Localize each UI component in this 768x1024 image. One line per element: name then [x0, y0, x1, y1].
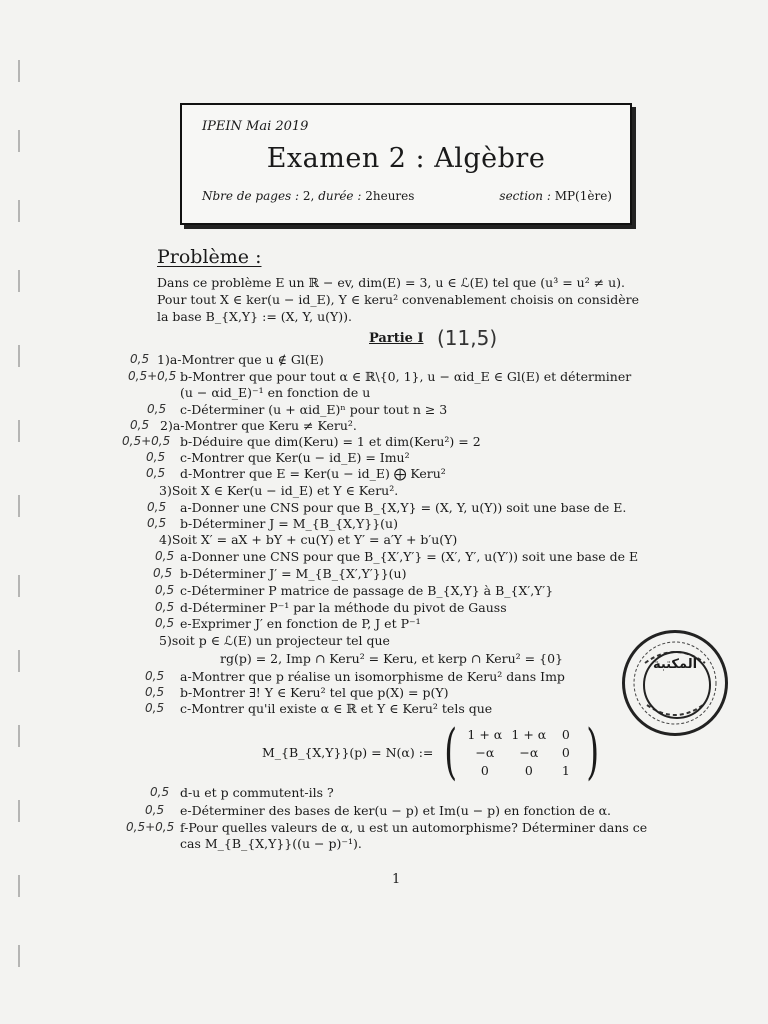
question-line: e-Exprimer J′ en fonction de P, J et P⁻¹ — [180, 616, 421, 631]
question-line: rg(p) = 2, Imp ∩ Keru² = Keru, et kerp ∩ Keru² = {0} — [220, 651, 563, 666]
matrix-cell: 0 — [561, 744, 570, 760]
scan-edge-mark — [18, 495, 20, 517]
handwritten-mark: 0,5+0,5 — [128, 369, 177, 383]
question-line: (u − αid_E)⁻¹ en fonction de u — [180, 385, 371, 400]
question-line: a-Montrer que p réalise un isomorphisme de Keru² dans Imp — [180, 669, 565, 684]
question-line: c-Montrer qu'il existe α ∈ ℝ et Y ∈ Keru² tels que — [180, 701, 493, 716]
handwritten-mark: 0,5 — [155, 549, 175, 563]
section-info — [499, 189, 612, 203]
scan-edge-mark — [18, 420, 20, 442]
handwritten-mark: 0,5 — [155, 616, 175, 630]
question-line: f-Pour quelles valeurs de α, u est un automorphisme? Déterminer dans ce — [180, 820, 648, 835]
question-line: d-Déterminer P⁻¹ par la méthode du pivot de Gauss — [180, 600, 507, 615]
question-line: c-Déterminer P matrice de passage de B_{X,Y} à B_{X′,Y′} — [180, 583, 554, 598]
scan-edge-mark — [18, 200, 20, 222]
scan-edge-mark — [18, 345, 20, 367]
right-paren-icon: ) — [586, 717, 599, 787]
question-line: c-Déterminer (u + αid_E)ⁿ pour tout n ≥ 3 — [180, 402, 448, 417]
section-value: MP(1ère) — [554, 189, 612, 203]
pages-duration — [202, 189, 414, 203]
problem-title: Problème : — [157, 246, 262, 268]
handwritten-mark: 0,5 — [146, 466, 166, 480]
question-line: 5)soit p ∈ ℒ(E) un projecteur tel que — [159, 633, 390, 648]
question-line: b-Déterminer J′ = M_{B_{X′,Y′}}(u) — [180, 566, 407, 581]
question-line: e-Déterminer des bases de ker(u − p) et Im(u − p) en fonction de α. — [180, 803, 612, 818]
scan-edge-mark — [18, 60, 20, 82]
handwritten-mark: 0,5+0,5 — [126, 820, 175, 834]
handwritten-mark: 0,5 — [145, 685, 165, 699]
matrix-cell: 0 — [480, 762, 489, 778]
handwritten-mark: 0,5 — [145, 669, 165, 683]
scan-edge-mark — [18, 270, 20, 292]
duration-value: 2heures — [365, 189, 415, 203]
question-line: b-Montrer que pour tout α ∈ ℝ\{0, 1}, u − αid_E ∈ Gl(E) et déterminer — [180, 369, 632, 384]
partie-heading: Partie I — [369, 331, 424, 346]
handwritten-mark: 0,5 — [150, 785, 170, 799]
scan-edge-mark — [18, 800, 20, 822]
scan-edge-mark — [18, 130, 20, 152]
handwritten-mark: 0,5 — [146, 450, 166, 464]
left-paren-icon: ( — [444, 717, 458, 787]
intro-line: Pour tout X ∈ ker(u − id_E), Y ∈ keru² convenablement choisis on considère — [157, 292, 639, 307]
matrix-N — [439, 717, 604, 787]
matrix-cell: 1 + α — [467, 726, 503, 742]
matrix-grid — [463, 727, 581, 778]
stamp-center-text: المكتبة — [652, 657, 698, 672]
pages-label: Nbre de pages : — [202, 189, 300, 203]
matrix-cell: 1 — [561, 762, 570, 778]
question-line: b-Montrer ∃! Y ∈ Keru² tel que p(X) = p(Y) — [180, 685, 449, 700]
handwritten-mark: 0,5 — [155, 583, 175, 597]
handwritten-mark: 0,5 — [130, 418, 150, 432]
question-line: 1)a-Montrer que u ∉ Gl(E) — [157, 352, 324, 367]
handwritten-mark: 0,5 — [130, 352, 150, 366]
matrix-cell: −α — [519, 744, 539, 760]
question-line: 3)Soit X ∈ Ker(u − id_E) et Y ∈ Keru². — [159, 483, 399, 498]
matrix-definition — [262, 717, 604, 787]
handwritten-mark: 0,5+0,5 — [122, 434, 171, 448]
handwritten-mark: 0,5 — [147, 516, 167, 530]
question-line: d-u et p commutent-ils ? — [180, 785, 334, 800]
matrix-cell: 0 — [524, 762, 533, 778]
scan-edge-mark — [18, 575, 20, 597]
intro-line: la base B_{X,Y} := (X, Y, u(Y)). — [157, 309, 352, 324]
question-line: 2)a-Montrer que Keru ≠ Keru². — [160, 418, 357, 433]
handwritten-mark: 0,5 — [155, 600, 175, 614]
question-line: b-Déterminer J = M_{B_{X,Y}}(u) — [180, 516, 398, 531]
handwritten-mark: 0,5 — [147, 500, 167, 514]
question-line: a-Donner une CNS pour que B_{X,Y} = (X, Y, u(Y)) soit une base de E. — [180, 500, 627, 515]
pages-value: 2, — [302, 189, 315, 203]
scan-edge-mark — [18, 875, 20, 897]
institution-date: IPEIN Mai 2019 — [202, 119, 309, 134]
matrix-cell: 1 + α — [511, 726, 547, 742]
partie-handwritten-score: (11,5) — [437, 326, 498, 350]
handwritten-mark: 0,5 — [147, 402, 167, 416]
question-line: c-Montrer que Ker(u − id_E) = Imu² — [180, 450, 410, 465]
scan-edge-mark — [18, 945, 20, 967]
scan-edge-mark — [18, 725, 20, 747]
matrix-lhs: M_{B_{X,Y}}(p) = N(α) := — [262, 744, 434, 760]
problem-intro — [157, 274, 657, 325]
intro-line: Dans ce problème E un ℝ − ev, dim(E) = 3, u ∈ ℒ(E) tel que (u³ = u² ≠ u). — [157, 275, 626, 290]
duration-label: durée : — [318, 189, 362, 203]
handwritten-mark: 0,5 — [145, 803, 165, 817]
matrix-cell: −α — [475, 744, 495, 760]
exam-header — [180, 103, 632, 225]
question-line: b-Déduire que dim(Keru) = 1 et dim(Keru²) = 2 — [180, 434, 481, 449]
handwritten-mark: 0,5 — [153, 566, 173, 580]
question-line: d-Montrer que E = Ker(u − id_E) ⨁ Keru² — [180, 466, 446, 481]
exam-title: Examen 2 : Algèbre — [266, 143, 546, 174]
question-line: cas M_{B_{X,Y}}((u − p)⁻¹). — [180, 836, 362, 851]
section-label: section : — [499, 189, 551, 203]
handwritten-mark: 0,5 — [145, 701, 165, 715]
page-number: 1 — [392, 872, 401, 887]
matrix-cell: 0 — [561, 726, 570, 742]
question-line: 4)Soit X′ = aX + bY + cu(Y) et Y′ = a′Y + b′u(Y) — [159, 532, 458, 547]
library-stamp — [622, 630, 728, 736]
question-line: a-Donner une CNS pour que B_{X′,Y′} = (X′, Y′, u(Y′)) soit une base de E — [180, 549, 639, 564]
scan-edge-mark — [18, 650, 20, 672]
